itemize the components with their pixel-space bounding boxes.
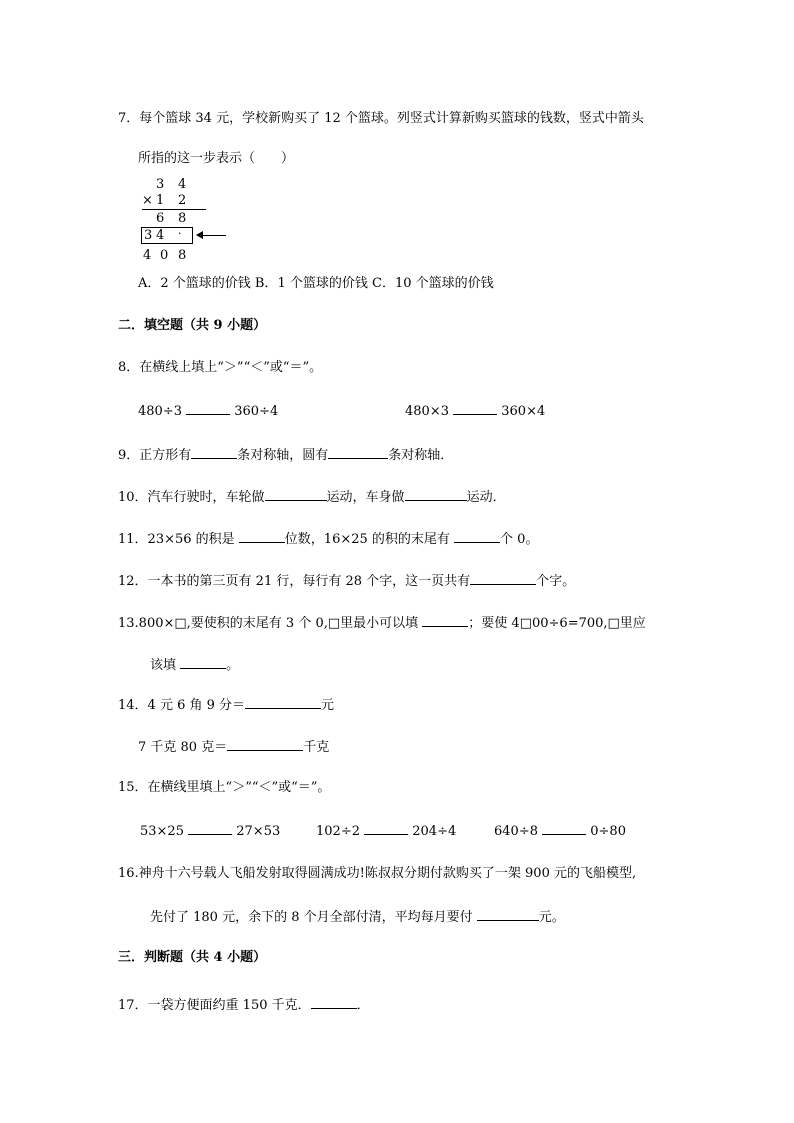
calc-digit: 2 (178, 193, 187, 208)
answer-blank[interactable] (180, 656, 226, 669)
expression: 204÷4 (412, 824, 457, 839)
calc-digit: 3 (144, 228, 153, 243)
q11 (118, 530, 538, 548)
text: 运动，车身做 (326, 490, 405, 505)
q13-line1 (118, 614, 646, 632)
text: 13.800×□,要使积的末尾有 3 个 0,□里最小可以填 (118, 616, 423, 631)
calc-digit: 0 (160, 248, 169, 263)
expression: 640÷8 (494, 824, 538, 839)
q7-stem-line2: 所指的这一步表示（ ） (138, 151, 295, 166)
text: 元。 (538, 910, 565, 925)
text: 千克 (303, 740, 330, 755)
calc-rule (142, 209, 206, 210)
q8-stem: 8．在横线上填上“＞”“＜”或“＝”。 (118, 360, 323, 375)
calc-digit: 8 (178, 211, 187, 226)
answer-blank[interactable] (454, 530, 500, 543)
answer-blank[interactable] (239, 530, 285, 543)
q17 (118, 996, 370, 1014)
text: 个字。 (536, 574, 576, 589)
times-sign: × (142, 193, 153, 208)
q9 (118, 446, 453, 464)
calc-digit: 4 (178, 177, 187, 192)
calc-digit: 8 (178, 248, 187, 263)
answer-blank[interactable] (188, 822, 232, 835)
answer-blank[interactable] (405, 488, 467, 501)
text: 7 千克 80 克＝ (138, 740, 228, 755)
answer-blank[interactable] (245, 696, 321, 709)
text: 先付了 180 元，余下的 8 个月全部付清，平均每月要付 (150, 910, 477, 925)
text: 位数，16×25 的积的末尾有 (284, 532, 455, 547)
answer-blank[interactable] (364, 822, 408, 835)
answer-blank[interactable] (453, 402, 497, 415)
arrow-shaft (200, 235, 226, 236)
text: 10．汽车行驶时，车轮做 (118, 490, 265, 505)
expression: 360×4 (501, 404, 546, 419)
answer-blank[interactable] (265, 488, 327, 501)
expression: 360÷4 (234, 404, 279, 419)
expression: 27×53 (236, 824, 281, 839)
text: 14．4 元 6 角 9 分＝ (118, 698, 246, 713)
text: 该填 (150, 658, 181, 673)
answer-blank[interactable] (542, 822, 586, 835)
text: 12．一本书的第三页有 21 行，每行有 28 个字，这一页共有 (118, 574, 471, 589)
answer-blank[interactable] (477, 908, 539, 921)
expression: 53×25 (140, 824, 184, 839)
q14-line2 (138, 738, 329, 756)
expression: 0÷80 (590, 824, 626, 839)
q13-line2 (150, 656, 239, 674)
section-title: 三．判断题（共 4 小题） (118, 950, 267, 965)
q14-line1 (118, 696, 334, 714)
q15-stem: 15．在横线里填上“＞”“＜”或“＝”。 (118, 780, 331, 795)
text: 条对称轴，圆有 (237, 448, 329, 463)
q8-item-b (405, 402, 545, 420)
calc-digit: 1 (156, 193, 165, 208)
answer-blank[interactable] (311, 996, 357, 1009)
answer-blank[interactable] (227, 738, 303, 751)
text: ． (356, 998, 370, 1013)
text: 9．正方形有 (118, 448, 192, 463)
calc-digit: 4 (156, 228, 165, 243)
calc-digit: 6 (156, 211, 165, 226)
text: ；要使 4□00÷6=700,□里应 (468, 616, 646, 631)
calc-digit: 3 (156, 177, 165, 192)
text: 条对称轴． (388, 448, 454, 463)
text: 运动． (466, 490, 506, 505)
calc-mark: · (178, 227, 182, 240)
answer-blank[interactable] (470, 572, 536, 585)
text: 17．一袋方便面约重 150 千克． (118, 998, 311, 1013)
answer-blank[interactable] (328, 446, 388, 459)
expression: 480×3 (405, 404, 449, 419)
q16-line2 (150, 908, 565, 926)
text: 。 (226, 658, 240, 673)
text: 元 (321, 698, 335, 713)
q15-item-a (140, 822, 280, 840)
answer-blank[interactable] (422, 614, 468, 627)
q8-item-a (138, 402, 278, 420)
q10 (118, 488, 506, 506)
expression: 480÷3 (138, 404, 182, 419)
vertical-multiplication (140, 178, 250, 268)
answer-blank[interactable] (186, 402, 230, 415)
text: 11．23×56 的积是 (118, 532, 239, 547)
q7-stem-line1: 7．每个篮球 34 元，学校新购买了 12 个篮球。列竖式计算新购买篮球的钱数，竖式中箭头 (118, 111, 644, 126)
calc-digit: 4 (143, 248, 152, 263)
q16-line1: 16.神舟十六号载人飞船发射取得圆满成功!陈叔叔分期付款购买了一架 900 元的飞船模型, (118, 866, 637, 881)
expression: 102÷2 (316, 824, 360, 839)
text: 个 0。 (500, 532, 539, 547)
answer-blank[interactable] (191, 446, 237, 459)
q7-options: A．2 个篮球的价钱 B．1 个篮球的价钱 C．10 个篮球的价钱 (138, 276, 494, 291)
q12 (118, 572, 575, 590)
q15-item-c (494, 822, 626, 840)
q15-item-b (316, 822, 456, 840)
section-title: 二．填空题（共 9 小题） (118, 318, 267, 333)
